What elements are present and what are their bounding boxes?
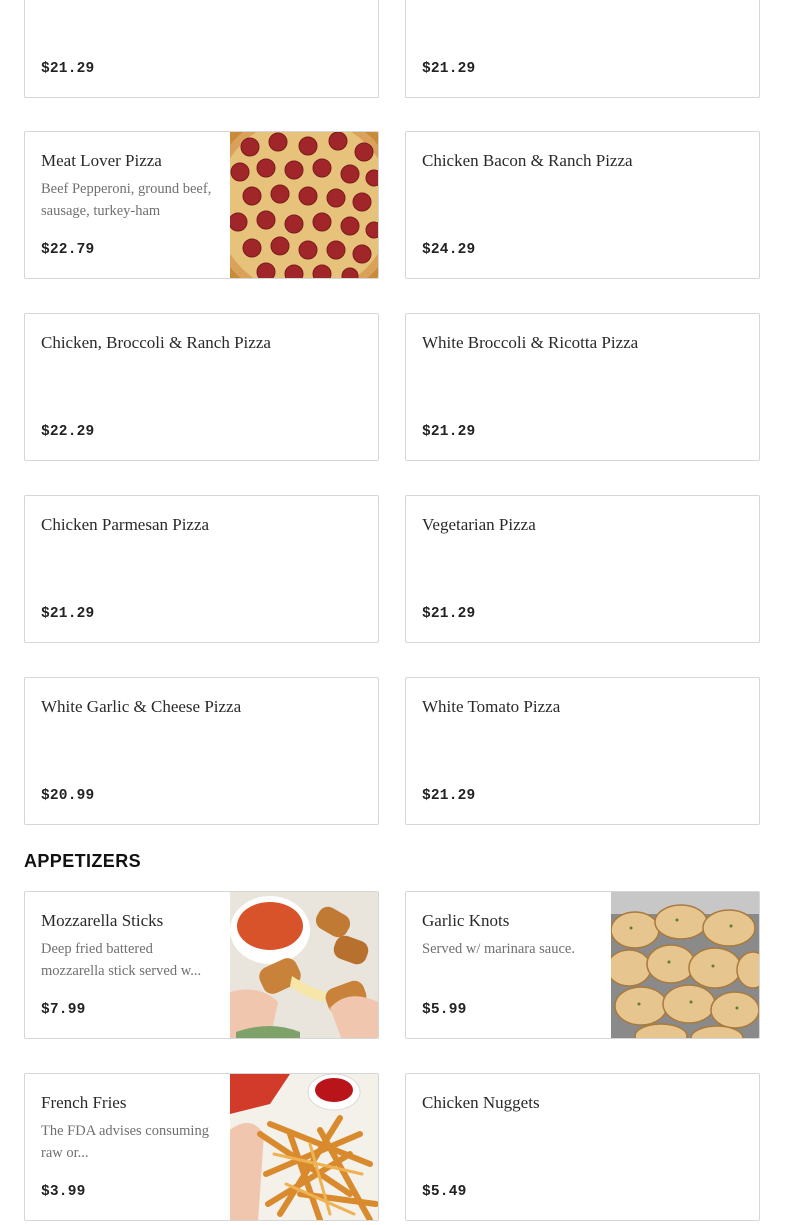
item-name: Chicken Parmesan Pizza [41,515,210,534]
item-name: White Broccoli & Ricotta Pizza [422,333,639,352]
item-price: $5.99 [422,1002,467,1018]
menu-item-card[interactable] [405,0,760,98]
item-price: $21.29 [422,606,476,622]
item-price: $20.99 [41,788,95,804]
menu-item-card[interactable] [405,1073,760,1221]
item-name: Meat Lover Pizza [41,151,162,170]
menu-item-card[interactable] [405,313,760,461]
menu-item-card[interactable] [24,0,379,98]
item-price: $22.79 [41,242,95,258]
garlic-knots-photo [611,892,759,1039]
menu-item-card[interactable] [24,131,379,279]
item-name: White Garlic & Cheese Pizza [41,697,242,716]
menu-item-card[interactable] [405,677,760,825]
item-name: Garlic Knots [422,911,510,930]
item-price: $21.29 [422,424,476,440]
item-price: $21.29 [41,606,95,622]
item-name: Chicken, Broccoli & Ranch Pizza [41,333,271,352]
item-price: $21.29 [41,61,95,77]
item-price: $3.99 [41,1184,86,1200]
item-description: Beef Pepperoni, ground beef, sausage, turkey-ham [41,181,212,219]
item-price: $5.49 [422,1184,467,1200]
menu-item-card[interactable] [24,891,379,1039]
item-price: $24.29 [422,242,476,258]
menu-item-card[interactable] [24,313,379,461]
item-name: Chicken Nuggets [422,1093,540,1112]
menu-item-card[interactable] [24,677,379,825]
menu-item-card[interactable] [405,131,760,279]
item-price: $21.29 [422,61,476,77]
menu-item-card[interactable] [24,1073,379,1221]
item-description: Deep fried battered mozzarella stick served w... [41,941,202,979]
menu-item-card[interactable] [405,495,760,643]
item-description: Served w/ marinara sauce. [422,941,575,957]
section-title-appetizers: APPETIZERS [24,851,142,871]
menu-item-card[interactable] [405,891,760,1039]
item-price: $21.29 [422,788,476,804]
item-name: Mozzarella Sticks [41,911,164,930]
item-price: $7.99 [41,1002,86,1018]
item-description: The FDA advises consuming raw or... [41,1123,209,1161]
item-price: $22.29 [41,424,95,440]
item-name: Vegetarian Pizza [422,515,536,534]
item-name: Chicken Bacon & Ranch Pizza [422,151,633,170]
item-name: French Fries [41,1093,127,1112]
menu-item-card[interactable] [24,495,379,643]
item-name: White Tomato Pizza [422,697,561,716]
mozzarella-sticks-photo [230,892,378,1039]
pepperoni-pizza-photo [230,132,378,279]
french-fries-photo [230,1074,378,1221]
